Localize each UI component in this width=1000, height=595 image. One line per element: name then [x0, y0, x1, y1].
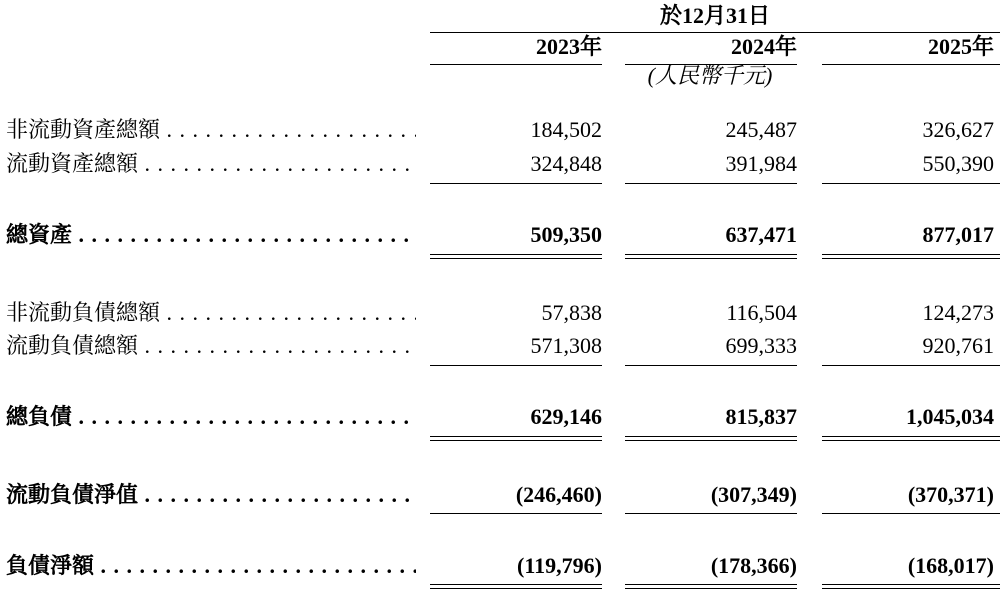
- year-2025: 2025年: [927, 34, 994, 59]
- year-underline-2025: [822, 64, 1000, 65]
- value-2023: 324,848: [530, 151, 602, 176]
- subtotal-rule: [822, 513, 1000, 514]
- table-row: [0, 149, 1000, 179]
- table-row: [0, 220, 1000, 250]
- table-row: [0, 298, 1000, 328]
- value-2025: 124,273: [922, 300, 994, 325]
- value-2023: 57,838: [541, 300, 602, 325]
- value-2024: 245,487: [725, 117, 797, 142]
- row-label: 總負債 . . .: [6, 402, 416, 432]
- year-2024: 2024年: [730, 34, 797, 59]
- subtotal-rule: [625, 513, 797, 514]
- total-double-rule: [430, 584, 602, 589]
- subtotal-rule: [625, 365, 797, 366]
- row-label: 流動資產總額 . . .: [6, 149, 416, 179]
- value-2023: 184,502: [530, 117, 602, 142]
- subtotal-rule: [822, 183, 1000, 184]
- row-label: 流動負債總額 . . .: [6, 331, 416, 361]
- table-row: [0, 331, 1000, 361]
- date-header: 於12月31日: [659, 3, 770, 28]
- value-2024: 391,984: [725, 151, 797, 176]
- value-2024: (307,349): [710, 482, 797, 507]
- year-2023: 2023年: [535, 34, 602, 59]
- total-double-rule: [430, 254, 602, 259]
- year-underline-2023: [430, 64, 602, 65]
- row-label: 負債淨額 . . .: [6, 551, 416, 581]
- total-double-rule: [625, 436, 797, 441]
- value-2024: 116,504: [726, 300, 797, 325]
- value-2023: (119,796): [517, 553, 602, 578]
- total-double-rule: [822, 254, 1000, 259]
- value-2025: 1,045,034: [906, 404, 994, 429]
- value-2025: 550,390: [922, 151, 994, 176]
- value-2024: 699,333: [725, 333, 797, 358]
- value-2023: 629,146: [530, 404, 602, 429]
- row-label: 流動負債淨值 . . .: [6, 480, 416, 510]
- value-2025: (168,017): [907, 553, 994, 578]
- total-double-rule: [625, 254, 797, 259]
- subtotal-rule: [430, 365, 602, 366]
- subtotal-rule: [822, 365, 1000, 366]
- total-double-rule: [822, 584, 1000, 589]
- row-label: 非流動負債總額 . . .: [6, 298, 416, 328]
- value-2025: 877,017: [922, 222, 994, 247]
- row-label: 非流動資產總額 . . .: [6, 115, 416, 145]
- total-double-rule: [625, 584, 797, 589]
- value-2023: 509,350: [530, 222, 602, 247]
- value-2023: (246,460): [515, 482, 602, 507]
- subtotal-rule: [430, 513, 602, 514]
- value-2025: (370,371): [907, 482, 994, 507]
- table-row: [0, 480, 1000, 510]
- subtotal-rule: [625, 183, 797, 184]
- table-row: [0, 402, 1000, 432]
- value-2024: 815,837: [725, 404, 797, 429]
- row-label: 總資產 . . .: [6, 220, 416, 250]
- value-2025: 326,627: [922, 117, 994, 142]
- table-row: [0, 115, 1000, 145]
- table-row: [0, 551, 1000, 581]
- unit-label: (人民幣千元): [647, 63, 773, 88]
- value-2024: (178,366): [710, 553, 797, 578]
- total-double-rule: [430, 436, 602, 441]
- subtotal-rule: [430, 183, 602, 184]
- value-2024: 637,471: [725, 222, 797, 247]
- value-2025: 920,761: [922, 333, 994, 358]
- value-2023: 571,308: [530, 333, 602, 358]
- total-double-rule: [822, 436, 1000, 441]
